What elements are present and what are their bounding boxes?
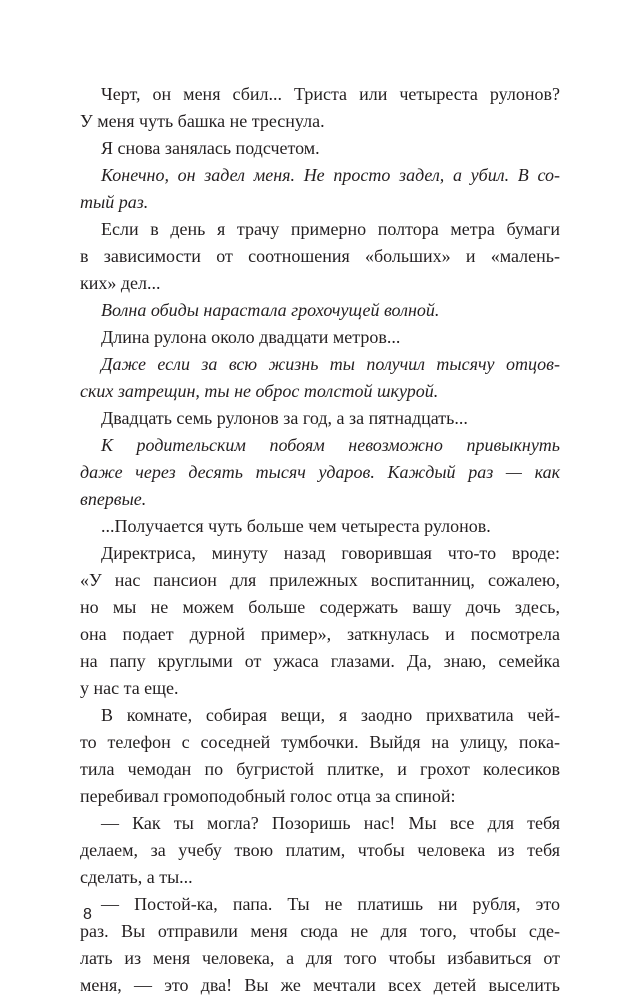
text-line: Волна обиды нарастала грохочущей волной. bbox=[101, 300, 440, 320]
text-line: Если в день я трачу примерно полтора метра бумаги bbox=[101, 219, 560, 239]
text-line: но мы не можем больше содержать вашу дочь здесь, bbox=[80, 597, 560, 617]
text-line: Даже если за всю жизнь ты получил тысячу отцов- bbox=[101, 354, 560, 374]
text-line: сделать, а ты... bbox=[80, 867, 193, 887]
text-line: ...Получается чуть больше чем четыреста рулонов. bbox=[101, 516, 491, 536]
text-line: перебивал громоподобный голос отца за спиной: bbox=[80, 786, 456, 806]
text-line: Конечно, он задел меня. Не просто задел, а убил. В со- bbox=[101, 165, 560, 185]
text-line: ких» дел... bbox=[80, 273, 161, 293]
text-line: Черт, он меня сбил... Триста или четыреста рулонов? bbox=[101, 84, 560, 104]
text-line: «У нас пансион для прилежных воспитанниц, сожалею, bbox=[80, 570, 560, 590]
text-line: ских затрещин, ты не оброс толстой шкурой. bbox=[80, 381, 439, 401]
text-line: меня, — это два! Вы же мечтали всех детей выселить bbox=[80, 975, 560, 995]
text-line: — Как ты могла? Позоришь нас! Мы все для тебя bbox=[101, 813, 560, 833]
text-line: У меня чуть башка не треснула. bbox=[80, 111, 325, 131]
text-line: — Постой-ка, папа. Ты не платишь ни рубля, это bbox=[101, 894, 560, 914]
text-line: в зависимости от соотношения «больших» и «малень- bbox=[80, 246, 560, 266]
text-line: у нас та еще. bbox=[80, 678, 179, 698]
text-line: лать из меня человека, а для того чтобы избавиться от bbox=[80, 948, 560, 968]
text-line: Двадцать семь рулонов за год, а за пятнадцать... bbox=[101, 408, 468, 428]
text-line: она подает дурной пример», заткнулась и посмотрела bbox=[80, 624, 560, 644]
text-line: то телефон с соседней тумбочки. Выйдя на улицу, пока- bbox=[80, 732, 560, 752]
text-line: даже через десять тысяч ударов. Каждый раз — как bbox=[80, 462, 560, 482]
text-line: тила чемодан по бугристой плитке, и грохот колесиков bbox=[80, 759, 560, 779]
page-number: 8 bbox=[83, 906, 92, 923]
text-line: на папу круглыми от ужаса глазами. Да, знаю, семейка bbox=[80, 651, 560, 671]
text-line: Директриса, минуту назад говорившая что-то вроде: bbox=[101, 543, 560, 563]
text-line: впервые. bbox=[80, 489, 147, 509]
text-line: К родительским побоям невозможно привыкнуть bbox=[101, 435, 560, 455]
text-line: тый раз. bbox=[80, 192, 149, 212]
text-line: Я снова занялась подсчетом. bbox=[101, 138, 320, 158]
text-line: раз. Вы отправили меня сюда не для того, чтобы сде- bbox=[80, 921, 560, 941]
text-line: Длина рулона около двадцати метров... bbox=[101, 327, 401, 347]
text-line: делаем, за учебу твою платим, чтобы человека из тебя bbox=[80, 840, 560, 860]
text-line: В комнате, собирая вещи, я заодно прихватила чей- bbox=[101, 705, 560, 725]
